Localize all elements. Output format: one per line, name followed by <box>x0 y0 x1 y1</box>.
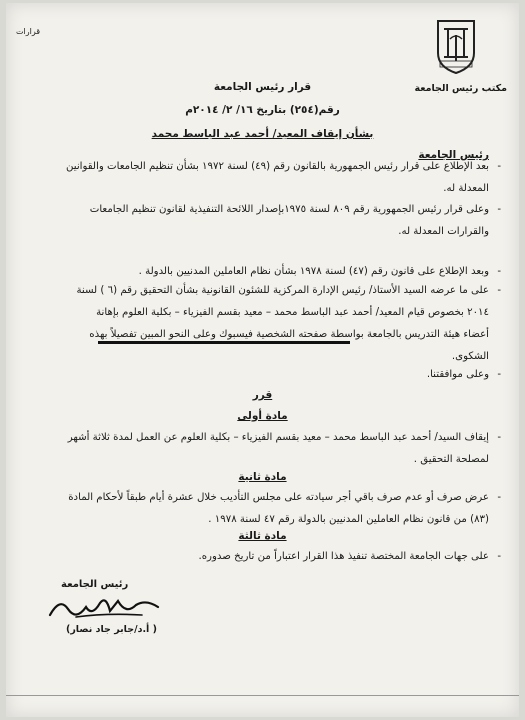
office-title: مكتب رئيس الجامعة <box>414 83 507 94</box>
bullet-dash: - <box>497 492 501 503</box>
clause-line: وبعد الإطلاع على قانون رقم (٤٧) لسنة ١٩٧٨ بشأن نظام العاملين المدنيين بالدولة . <box>138 266 489 277</box>
decree-number: رقم(٢٥٤) بتاريخ ١٦/ ٢/ ٢٠١٤م <box>185 104 340 116</box>
clause-4 <box>49 280 501 368</box>
clause-line: ٢٠١٤ بخصوص قيام المعيد/ أحمد عبد الباسط محمد – معيد بقسم الفيزياء – بكلية العلوم بإهانة <box>96 307 489 318</box>
document-page <box>6 3 519 717</box>
bullet-dash: - <box>497 432 501 443</box>
article-2-heading: مادة ثانية <box>238 471 287 483</box>
handwritten-signature <box>46 593 166 621</box>
president-header: رئيس الجامعة <box>418 149 489 161</box>
clause-line: بعد الإطلاع على قرار رئيس الجمهورية بالقانون رقم (٤٩) لسنة ١٩٧٢ بشأن تنظيم الجامعات والقوانين <box>66 161 489 172</box>
article-3-text <box>49 546 501 568</box>
article-2-text <box>49 487 501 531</box>
clause-2 <box>49 199 501 243</box>
clause-1 <box>49 156 501 200</box>
signature-name: ( أ.د/جابر جاد نصار) <box>66 624 157 635</box>
clause-line: وعلى قرار رئيس الجمهورية رقم ٨٠٩ لسنة ١٩٧٥بإصدار اللائحة التنفيذية لقانون تنظيم الجامعات <box>89 204 489 215</box>
top-left-note: قرارات <box>16 27 41 36</box>
signature-title: رئيس الجامعة <box>61 579 129 590</box>
clause-line: والقرارات المعدلة له. <box>398 226 489 237</box>
handwritten-underline <box>98 341 350 344</box>
decree-subject: بشأن إيقاف المعيد/ أحمد عبد الباسط محمد <box>151 128 374 140</box>
bullet-dash: - <box>497 551 501 562</box>
article-1-heading: مادة أولى <box>237 410 288 422</box>
article-line: على جهات الجامعة المختصة تنفيذ هذا القرار اعتباراً من تاريخ صدوره. <box>198 551 489 562</box>
clause-line: وعلى موافقتنا. <box>426 369 489 380</box>
article-line: إيقاف السيد/ أحمد عبد الباسط محمد – معيد بقسم الفيزياء – بكلية العلوم عن العمل لمدة ثلاثة أشهر <box>67 432 489 443</box>
decree-title: قرار رئيس الجامعة <box>213 81 312 93</box>
clause-line: أعضاء هيئة التدريس بالجامعة بواسطة صفحته الشخصية فيسبوك وعلى النحو المبين تفصيلاً بهذه <box>89 329 489 340</box>
article-line: (٨٣) من قانون نظام العاملين المدنيين بالدولة رقم ٤٧ لسنة ١٩٧٨ . <box>208 514 489 525</box>
footer-divider <box>6 695 519 696</box>
decision-heading: قرر <box>252 389 273 401</box>
bullet-dash: - <box>497 369 501 380</box>
article-line: لمصلحة التحقيق . <box>413 454 489 465</box>
university-logo <box>432 17 480 77</box>
article-3-heading: مادة ثالثة <box>238 530 287 542</box>
bullet-dash: - <box>497 204 501 215</box>
clause-line: الشكوى. <box>451 351 489 362</box>
clause-line: على ما عرضه السيد الأستاذ/ رئيس الإدارة المركزية للشئون القانونية بشأن التحقيق رقم (٦ ) لسنة <box>76 285 489 296</box>
clause-5 <box>49 364 501 386</box>
bullet-dash: - <box>497 266 501 277</box>
article-1-text <box>49 427 501 471</box>
bullet-dash: - <box>497 161 501 172</box>
bullet-dash: - <box>497 285 501 296</box>
article-line: عرض صرف أو عدم صرف باقي أجر سيادته على مجلس التأديب خلال عشرة أيام طبقاً لأحكام المادة <box>68 492 489 503</box>
clause-line: المعدلة له. <box>443 183 489 194</box>
